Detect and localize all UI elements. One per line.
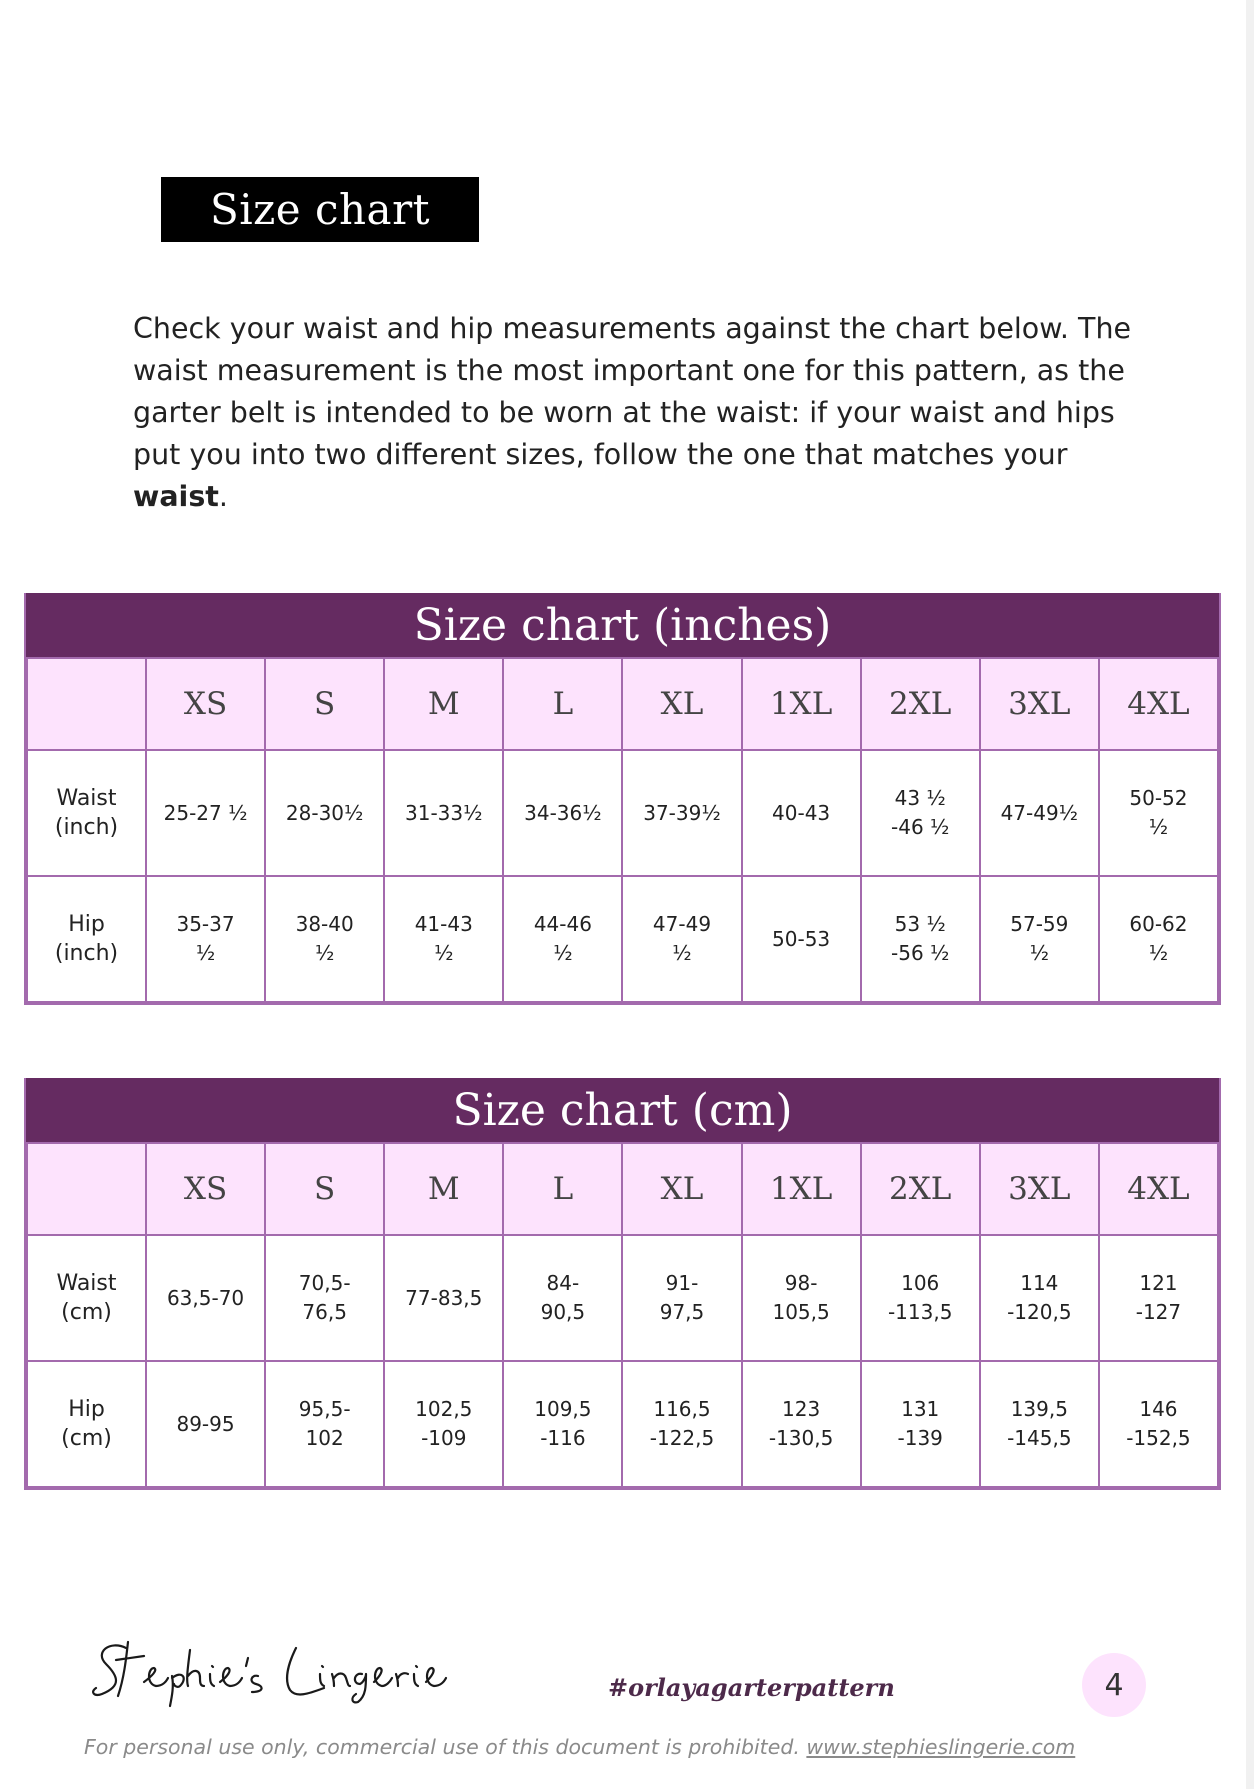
table-cell [265, 876, 384, 1002]
table-cell [1099, 1361, 1218, 1487]
cell-line: 37-39½ [643, 800, 721, 825]
cell-line: 84- [546, 1271, 580, 1295]
cell-line: 102,5 [415, 1397, 473, 1421]
size-label: S [265, 658, 384, 750]
row-label-unit: (cm) [61, 1426, 112, 1451]
table-cell [980, 876, 1099, 1002]
size-table-cm [26, 1142, 1219, 1488]
table-cell [742, 750, 861, 876]
size-label: 2XL [861, 1143, 980, 1235]
page-title [161, 177, 479, 242]
cell-line: 131 [901, 1397, 940, 1421]
cell-line: 109,5 [534, 1397, 592, 1421]
cell-line: -56 ½ [891, 941, 950, 965]
table-cell [1099, 1235, 1218, 1361]
table-cell [265, 1235, 384, 1361]
row-label [27, 750, 146, 876]
size-label: 3XL [980, 658, 1099, 750]
cell-line: 70,5- [298, 1271, 351, 1295]
cell-line: 105,5 [772, 1300, 830, 1324]
table-cell [384, 876, 503, 1002]
cell-line: 40-43 [772, 800, 831, 825]
intro-bold: waist [133, 480, 219, 513]
cell-line: 50-52 [1129, 786, 1188, 810]
cell-line: 47-49½ [1000, 800, 1079, 825]
row-label-unit: (inch) [54, 941, 119, 966]
table-cell [742, 1235, 861, 1361]
table-cell [146, 1361, 265, 1487]
table-cell [384, 1361, 503, 1487]
cell-line: ½ [553, 941, 573, 965]
size-label: 4XL [1099, 658, 1218, 750]
size-label: M [384, 658, 503, 750]
chart-title-cm: Size chart (cm) [26, 1078, 1219, 1142]
table-cell [861, 876, 980, 1002]
cell-line: 106 [901, 1271, 940, 1295]
table-cell [742, 876, 861, 1002]
cell-line: 77-83,5 [405, 1285, 483, 1310]
row-label-line: Waist [56, 1271, 117, 1296]
cell-line: ½ [314, 941, 335, 965]
cell-line: 50-53 [772, 926, 831, 951]
row-label-line: Hip [68, 1397, 105, 1422]
cell-line: -152,5 [1126, 1426, 1191, 1450]
table-cell [622, 1235, 741, 1361]
table-cell [980, 1235, 1099, 1361]
cell-line: -145,5 [1007, 1426, 1072, 1450]
table-row-hip-cm [27, 1361, 1218, 1487]
table-cell [503, 1361, 622, 1487]
size-label: XL [622, 1143, 741, 1235]
cell-line: 123 [782, 1397, 821, 1421]
row-label-line: Waist [56, 786, 117, 811]
size-label: L [503, 1143, 622, 1235]
table-cell [861, 750, 980, 876]
cell-line: -122,5 [649, 1426, 715, 1450]
cell-line: -139 [897, 1426, 943, 1450]
cell-line: ½ [195, 941, 216, 965]
intro-paragraph [133, 308, 1153, 518]
cell-line: -109 [421, 1426, 467, 1450]
size-label: 3XL [980, 1143, 1099, 1235]
row-label-unit: (inch) [54, 815, 119, 840]
intro-end: . [218, 480, 228, 513]
table-cell [503, 1235, 622, 1361]
table-row-waist-inch [27, 750, 1218, 876]
table-row-hip-inch [27, 876, 1218, 1002]
table-cell [503, 876, 622, 1002]
page-number-badge [1082, 1653, 1146, 1717]
cell-line: 38-40 [295, 912, 354, 936]
size-label: 1XL [742, 658, 861, 750]
table-cell [146, 1235, 265, 1361]
cell-line: 89-95 [176, 1411, 235, 1436]
cell-line: 139,5 [1010, 1397, 1068, 1421]
size-label: S [265, 1143, 384, 1235]
table-cell [622, 750, 741, 876]
size-header-row [27, 1143, 1218, 1235]
size-label: L [503, 658, 622, 750]
table-cell [980, 1361, 1099, 1487]
size-chart-inches [24, 593, 1221, 1005]
size-label: XS [146, 658, 265, 750]
header-corner [27, 1143, 146, 1235]
disclaimer-text: For personal use only, commercial use of this document is prohibited. [84, 1735, 807, 1759]
size-chart-cm [24, 1078, 1221, 1490]
table-cell [622, 1361, 741, 1487]
table-cell [742, 1361, 861, 1487]
website-link[interactable]: www.stephieslingerie.com [806, 1735, 1076, 1759]
row-label [27, 1235, 146, 1361]
size-label: 4XL [1099, 1143, 1218, 1235]
size-header-row [27, 658, 1218, 750]
cell-line: ½ [1029, 941, 1050, 965]
table-cell [861, 1361, 980, 1487]
brand-signature-logo [88, 1630, 448, 1710]
cell-line: 76,5 [302, 1300, 347, 1324]
cell-line: 43 ½ [894, 786, 946, 810]
cell-line: 114 [1020, 1271, 1059, 1295]
table-cell [384, 1235, 503, 1361]
cell-line: 91- [665, 1271, 699, 1295]
row-label-unit: (cm) [61, 1300, 112, 1325]
disclaimer [84, 1735, 1075, 1759]
cell-line: 121 [1139, 1271, 1178, 1295]
cell-line: 31-33½ [405, 800, 483, 825]
size-label: M [384, 1143, 503, 1235]
table-cell [265, 750, 384, 876]
header-corner [27, 658, 146, 750]
pattern-hashtag: #orlayagarterpattern [608, 1673, 895, 1702]
cell-line: 146 [1139, 1397, 1178, 1421]
row-label [27, 876, 146, 1002]
cell-line: 34-36½ [524, 800, 602, 825]
cell-line: 47-49 [652, 912, 712, 936]
cell-line: -46 ½ [891, 815, 950, 839]
cell-line: ½ [1148, 941, 1169, 965]
table-cell [384, 750, 503, 876]
page-number: 4 [1104, 1667, 1124, 1703]
page-edge [1246, 0, 1254, 1789]
cell-line: ½ [1148, 815, 1169, 839]
table-cell [146, 750, 265, 876]
row-label-line: Hip [68, 912, 105, 937]
cell-line: 95,5- [298, 1397, 351, 1421]
row-label [27, 1361, 146, 1487]
cell-line: 53 ½ [894, 912, 946, 936]
size-label: 2XL [861, 658, 980, 750]
table-cell [146, 876, 265, 1002]
cell-line: 90,5 [540, 1300, 586, 1324]
cell-line: 35-37 [176, 912, 235, 936]
table-cell [622, 876, 741, 1002]
size-label: XS [146, 1143, 265, 1235]
table-cell [980, 750, 1099, 876]
cell-line: 25-27 ½ [163, 800, 248, 825]
cell-line: 44-46 [533, 912, 592, 936]
table-row-waist-cm [27, 1235, 1218, 1361]
cell-line: -113,5 [887, 1300, 953, 1324]
cell-line: 116,5 [653, 1397, 711, 1421]
table-cell [861, 1235, 980, 1361]
chart-title-inches: Size chart (inches) [26, 593, 1219, 657]
table-cell [1099, 750, 1218, 876]
cell-line: 63,5-70 [166, 1285, 245, 1310]
cell-line: -116 [540, 1426, 586, 1450]
cell-line: -127 [1135, 1300, 1182, 1324]
page-title-text: Size chart [209, 185, 431, 234]
cell-line: -130,5 [768, 1426, 834, 1450]
cell-line: 98- [784, 1271, 818, 1295]
cell-line: ½ [434, 941, 454, 965]
table-cell [265, 1361, 384, 1487]
cell-line: 60-62 [1129, 912, 1188, 936]
intro-text: Check your waist and hip measurements against the chart below. The waist measurement is the most important one for this pattern, as the garter belt is intended to be worn at the waist: if your waist and hips put you into two different sizes, follow the one that matches your [133, 312, 1132, 471]
cell-line: 102 [305, 1426, 344, 1450]
size-table-inches [26, 657, 1219, 1003]
table-cell [1099, 876, 1218, 1002]
cell-line: 41-43 [414, 912, 473, 936]
cell-line: 28-30½ [285, 800, 364, 825]
table-cell [503, 750, 622, 876]
size-label: 1XL [742, 1143, 861, 1235]
cell-line: 57-59 [1010, 912, 1069, 936]
cell-line: ½ [672, 941, 692, 965]
cell-line: -120,5 [1007, 1300, 1072, 1324]
size-label: XL [622, 658, 741, 750]
cell-line: 97,5 [659, 1300, 705, 1324]
